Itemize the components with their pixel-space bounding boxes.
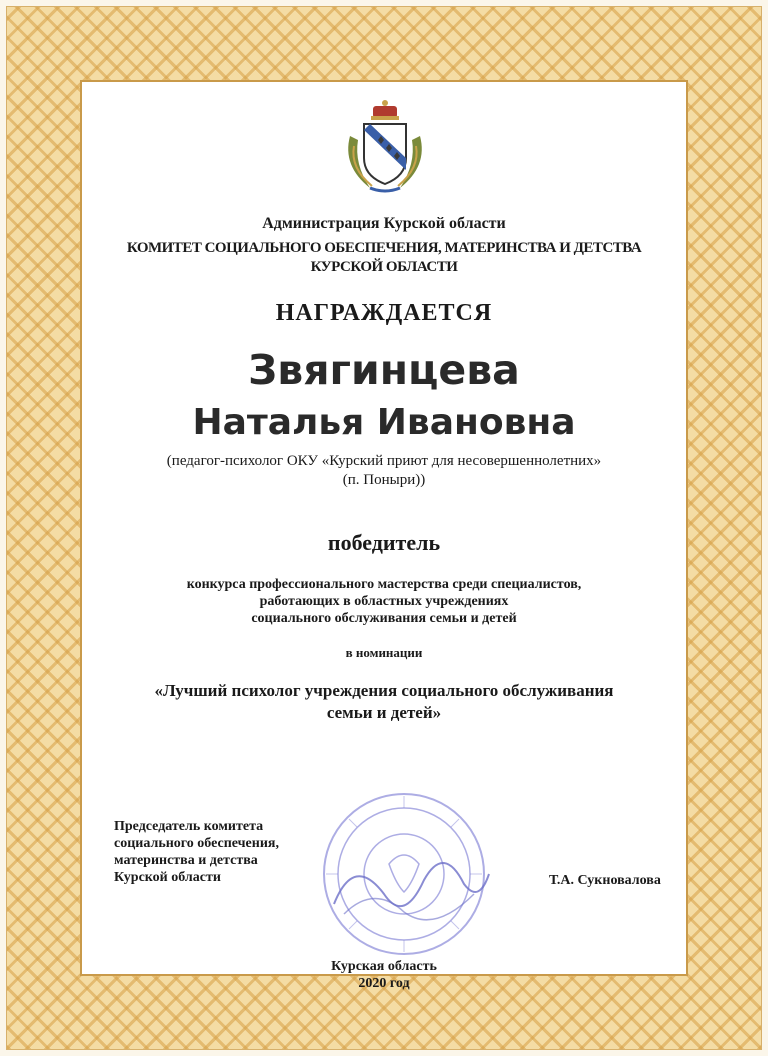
- nomination-line2: семьи и детей»: [326, 703, 442, 722]
- nomination-title: [84, 680, 684, 724]
- official-stamp-icon: [314, 784, 494, 964]
- nomination-label: в номинации: [345, 645, 423, 660]
- recipient-surname: Звягинцева: [248, 346, 520, 394]
- chair-line3: материнства и детства: [114, 853, 258, 868]
- kursk-coat-of-arms-icon: [340, 96, 430, 196]
- position-line2: (п. Поныри)): [342, 472, 426, 488]
- footer-year: 2020 год: [358, 976, 410, 991]
- committee-title-line2: КУРСКОЙ ОБЛАСТИ: [310, 259, 458, 275]
- contest-description: [84, 576, 684, 627]
- footer-place-year: [84, 958, 684, 992]
- signer-name: Т.А. Сукновалова: [549, 873, 661, 888]
- committee-title-line1: КОМИТЕТ СОЦИАЛЬНОГО ОБЕСПЕЧЕНИЯ, МАТЕРИНСТВА И ДЕТСТВА: [126, 240, 642, 256]
- chair-line2: социального обеспечения,: [114, 836, 279, 851]
- nomination-line1: «Лучший психолог учреждения социального обслуживания: [154, 681, 614, 700]
- administration-title: Администрация Курской области: [262, 215, 506, 232]
- recipient-position: [84, 452, 684, 490]
- recipient-given-names: Наталья Ивановна: [192, 402, 576, 443]
- position-line1: (педагог-психолог ОКУ «Курский приют для несовершеннолетних»: [166, 453, 602, 469]
- chairman-title: [114, 818, 279, 886]
- contest-line3: социального обслуживания семьи и детей: [251, 611, 517, 626]
- certificate-content: [84, 84, 684, 991]
- contest-line2: работающих в областных учреждениях: [259, 594, 509, 609]
- chair-line4: Курской области: [114, 870, 221, 885]
- chair-line1: Председатель комитета: [114, 819, 264, 834]
- footer-place: Курская область: [331, 959, 437, 974]
- winner-status: победитель: [327, 530, 441, 555]
- awarded-heading: НАГРАЖДАЕТСЯ: [275, 300, 493, 326]
- contest-line1: конкурса профессионального мастерства среди специалистов,: [186, 577, 582, 592]
- committee-title: [84, 239, 684, 277]
